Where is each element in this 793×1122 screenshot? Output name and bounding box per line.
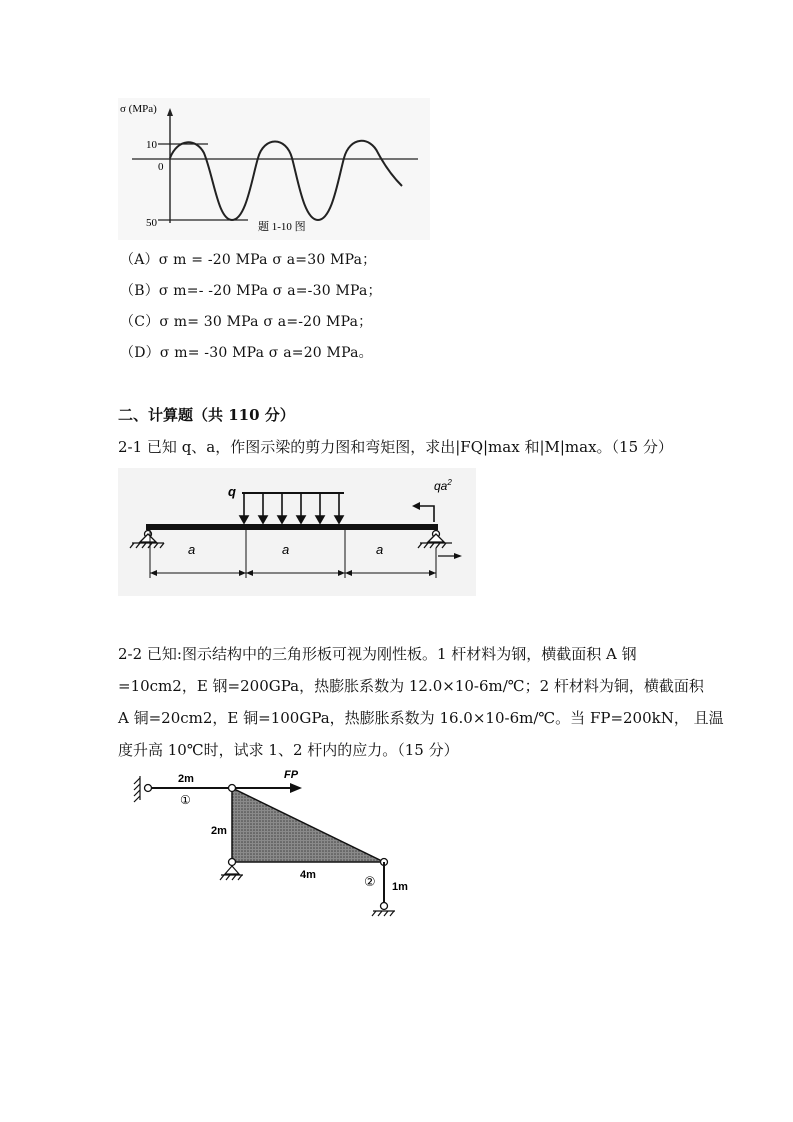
option-c-label: （C） [120,314,160,330]
plate-support [220,866,243,880]
option-d-text: σ m= -30 MPa σ a=20 MPa。 [159,345,373,361]
option-c [120,311,372,331]
height-label: 2m [211,825,227,837]
truss-figure [118,766,418,922]
tick-label-50: 50 [146,217,157,229]
stress-time-figure [118,98,430,240]
option-d-label: （D） [120,345,160,361]
beam [146,524,438,530]
option-a [120,249,376,269]
problem-2-2-line3 [118,707,724,728]
option-b-text: σ m=- -20 MPa σ a=-30 MPa； [158,283,382,299]
problem-2-2-line1-text: 2-2 已知:图示结构中的三角形板可视为刚性板。1 杆材料为钢，横截面积 A 钢 [118,645,637,663]
bar-1-left-pin [145,785,152,792]
problem-2-2-line1 [118,643,678,664]
problem-2-1-text: 2-1 已知 q、a，作图示梁的剪力图和弯矩图，求出|FQ|max 和|M|max。（15 分） [118,438,673,456]
bar-2-length-label: 1m [392,881,408,893]
span-label-2: a [282,542,290,557]
tick-label-0: 0 [158,161,164,173]
rigid-triangle-plate [232,788,384,862]
beam-figure [118,468,476,596]
base-label: 4m [300,869,316,881]
option-a-label: （A） [120,252,159,268]
problem-2-2-line4 [118,739,678,760]
option-d [120,342,373,362]
moment-label: $qa^2$ [434,478,452,493]
option-c-text: σ m= 30 MPa σ a=-20 MPa； [159,314,373,330]
plate-top-pin [229,785,236,792]
bar-2-bottom-pin [381,903,388,910]
option-b [120,280,382,300]
bar-1-length-label: 2m [178,773,194,785]
bar-1-id-label: ① [180,793,191,807]
bar-2-id-label: ② [364,874,376,889]
section-title: 二、计算题（共 110 分） [118,406,295,424]
problem-2-2-line3-text: A 铜=20cm2，E 铜=100GPa，热膨胀系数为 16.0×10-6m/℃。当 FP=200kN， 且温 [118,709,724,727]
problem-2-2-line4-text: 度升高 10℃时，试求 1、2 杆内的应力。（15 分） [118,741,459,759]
y-axis-label: σ (MPa) [120,103,157,115]
figure-caption: 题 1-10 图 [258,221,306,233]
plate-bottom-pin [229,859,236,866]
force-label: FP [284,769,299,781]
left-wall-support [134,776,140,802]
span-label-1: a [188,542,196,557]
option-b-label: （B） [120,283,159,299]
option-a-text: σ m = -20 MPa σ a=30 MPa； [158,252,377,268]
force-arrowhead-icon [290,783,302,793]
problem-2-2-line2 [118,675,704,696]
span-label-3: a [376,542,384,557]
load-q-label: q [228,484,236,499]
tick-label-10: 10 [146,139,157,151]
problem-2-2-line2-text: =10cm2，E 钢=200GPa，热膨胀系数为 12.0×10-6m/℃；2 杆材料为铜，横截面积 [118,677,704,695]
bar-2-support [372,911,395,916]
